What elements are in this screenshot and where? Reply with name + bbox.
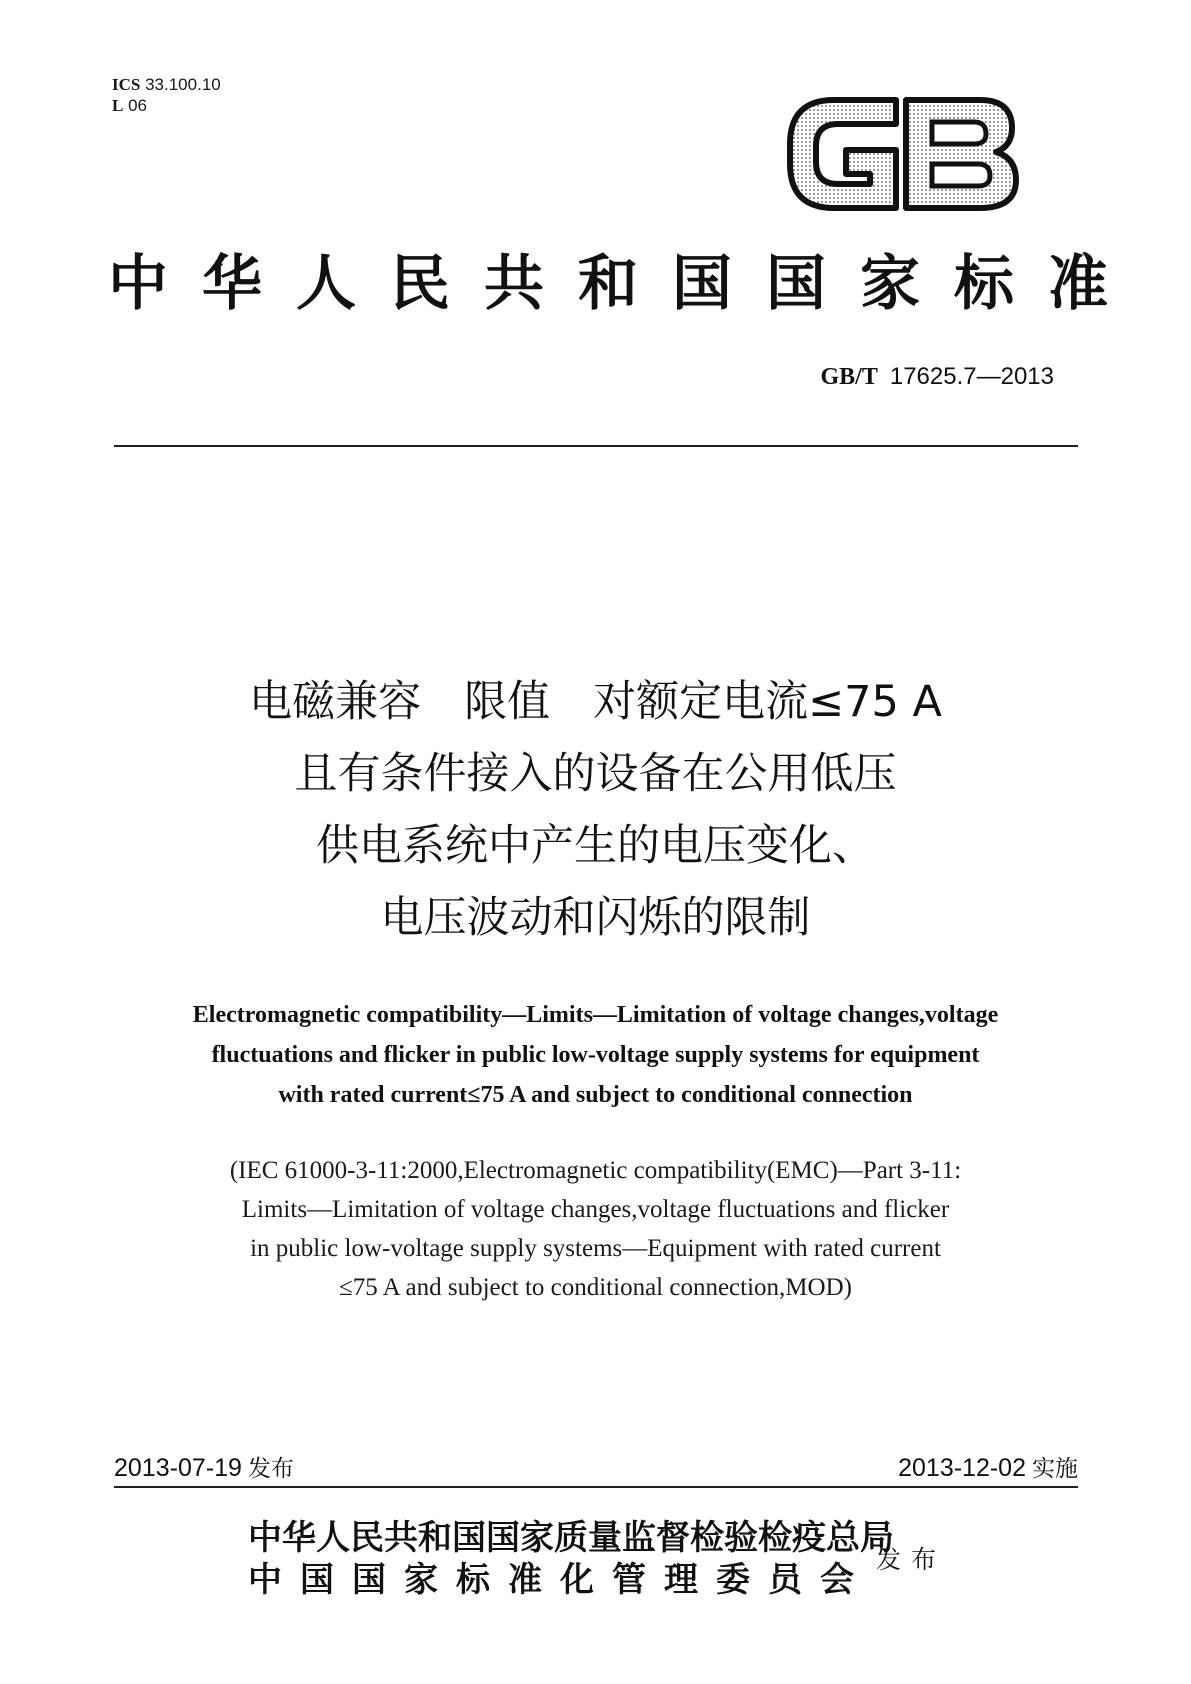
class-label: L (112, 96, 124, 115)
standard-prefix: GB/T (820, 364, 878, 390)
iec-line: in public low-voltage supply systems—Equipment with rated current (250, 1235, 941, 1262)
issuing-authorities (248, 1517, 894, 1601)
gb-logo (784, 88, 1022, 220)
chinese-title (80, 666, 1111, 954)
gb-logo-icon (784, 88, 1022, 220)
implement-date-value: 2013-12-02 (898, 1454, 1026, 1482)
class-code: 06 (128, 96, 147, 115)
publish-date (114, 1450, 294, 1483)
english-title-line: with rated current≤75 A and subject to conditional connection (278, 1082, 913, 1108)
class-line (112, 95, 221, 116)
publish-label: 发布 (247, 1456, 294, 1482)
standard-code: 17625.7—2013 (889, 363, 1054, 390)
iec-line: (IEC 61000-3-11:2000,Electromagnetic compatibility(EMC)—Part 3-11: (229, 1157, 962, 1184)
chinese-title-line: 供电系统中产生的电压变化、 (316, 821, 875, 871)
ics-code: 33.100.10 (145, 75, 221, 94)
implement-date (898, 1450, 1078, 1483)
ics-label: ICS (112, 75, 141, 94)
dates-row (114, 1450, 1078, 1486)
chinese-title-line: 电压波动和闪烁的限制 (380, 893, 811, 943)
implement-label: 实施 (1032, 1456, 1078, 1482)
publish-date-value: 2013-07-19 (114, 1454, 242, 1482)
issue-word: 发布 (876, 1545, 947, 1574)
classification-codes (112, 74, 221, 116)
chinese-title-line: 且有条件接入的设备在公用低压 (294, 749, 897, 799)
ics-line (112, 74, 221, 95)
iec-line: ≤75 A and subject to conditional connection,MOD) (339, 1274, 852, 1301)
iec-reference (60, 1151, 1131, 1307)
bottom-divider (114, 1486, 1078, 1488)
standard-number (820, 363, 1054, 391)
english-title-line: fluctuations and flicker in public low-voltage supply systems for equipment (211, 1042, 980, 1068)
issuer-aqsiq: 中华人民共和国国家质量监督检验检疫总局 (248, 1518, 894, 1558)
english-title (60, 995, 1131, 1115)
issuer-sac: 中国国家标准化管理委员会 (248, 1560, 872, 1600)
chinese-title-line: 电磁兼容 限值 对额定电流≤75 A (249, 677, 942, 727)
top-divider (114, 445, 1078, 447)
english-title-line: Electromagnetic compatibility—Limits—Limitation of voltage changes,voltage (192, 1002, 999, 1028)
iec-line: Limits—Limitation of voltage changes,voltage fluctuations and flicker (241, 1196, 950, 1223)
main-title: 中华人民共和国国家标准 (108, 249, 1142, 319)
